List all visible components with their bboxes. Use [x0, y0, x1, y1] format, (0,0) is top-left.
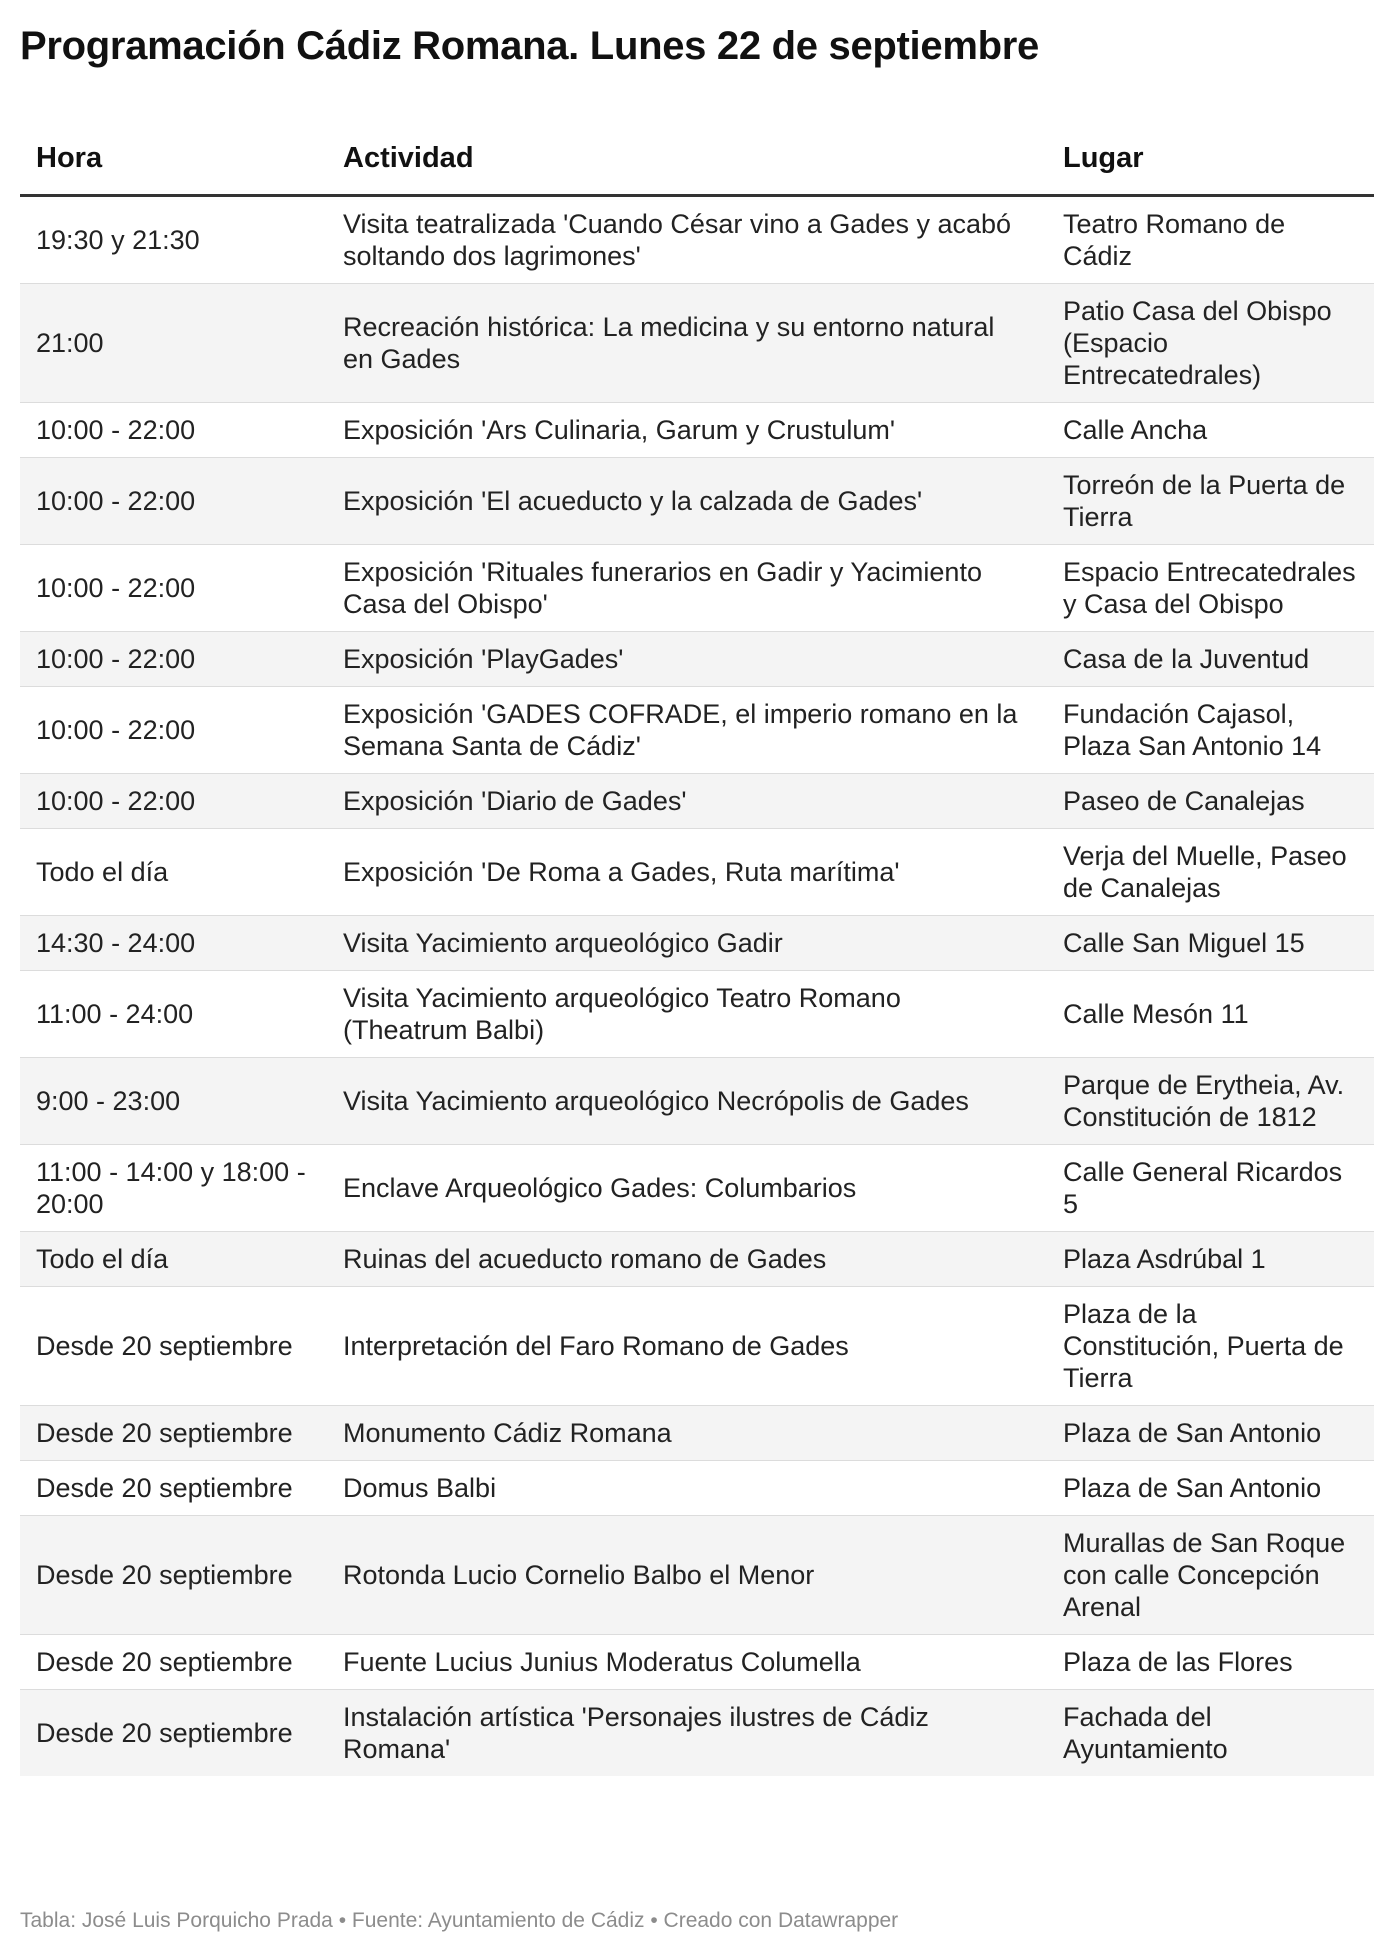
- table-row: [20, 632, 1374, 687]
- cell-lugar: Parque de Erytheia, Av. Constitución de 1812: [1047, 1058, 1374, 1145]
- cell-hora: 10:00 - 22:00: [20, 632, 327, 687]
- cell-lugar: Calle Ancha: [1047, 403, 1374, 458]
- table-row: [20, 196, 1374, 284]
- table-figure: [20, 18, 1374, 1776]
- cell-actividad: Rotonda Lucio Cornelio Balbo el Menor: [327, 1516, 1047, 1635]
- cell-actividad: Visita Yacimiento arqueológico Gadir: [327, 916, 1047, 971]
- table-row: [20, 687, 1374, 774]
- cell-hora: 11:00 - 14:00 y 18:00 - 20:00: [20, 1145, 327, 1232]
- table-row: [20, 1287, 1374, 1406]
- table-row: [20, 403, 1374, 458]
- table-row: [20, 1516, 1374, 1635]
- cell-lugar: Fundación Cajasol, Plaza San Antonio 14: [1047, 687, 1374, 774]
- cell-lugar: Plaza Asdrúbal 1: [1047, 1232, 1374, 1287]
- cell-actividad: Exposición 'GADES COFRADE, el imperio romano en la Semana Santa de Cádiz': [327, 687, 1047, 774]
- cell-actividad: Visita Yacimiento arqueológico Teatro Romano (Theatrum Balbi): [327, 971, 1047, 1058]
- cell-hora: 21:00: [20, 284, 327, 403]
- cell-actividad: Recreación histórica: La medicina y su entorno natural en Gades: [327, 284, 1047, 403]
- cell-actividad: Exposición 'El acueducto y la calzada de Gades': [327, 458, 1047, 545]
- cell-hora: 19:30 y 21:30: [20, 196, 327, 284]
- cell-lugar: Fachada del Ayuntamiento: [1047, 1690, 1374, 1777]
- cell-lugar: Patio Casa del Obispo (Espacio Entrecatedrales): [1047, 284, 1374, 403]
- table-body: [20, 196, 1374, 1777]
- cell-actividad: Ruinas del acueducto romano de Gades: [327, 1232, 1047, 1287]
- cell-lugar: Murallas de San Roque con calle Concepción Arenal: [1047, 1516, 1374, 1635]
- schedule-table: [20, 122, 1374, 1776]
- cell-actividad: Monumento Cádiz Romana: [327, 1406, 1047, 1461]
- cell-lugar: Plaza de la Constitución, Puerta de Tierra: [1047, 1287, 1374, 1406]
- cell-hora: 10:00 - 22:00: [20, 458, 327, 545]
- table-row: [20, 284, 1374, 403]
- table-row: [20, 971, 1374, 1058]
- table-row: [20, 829, 1374, 916]
- cell-actividad: Exposición 'Diario de Gades': [327, 774, 1047, 829]
- cell-actividad: Instalación artística 'Personajes ilustres de Cádiz Romana': [327, 1690, 1047, 1777]
- cell-lugar: Verja del Muelle, Paseo de Canalejas: [1047, 829, 1374, 916]
- cell-actividad: Domus Balbi: [327, 1461, 1047, 1516]
- cell-actividad: Exposición 'Rituales funerarios en Gadir y Yacimiento Casa del Obispo': [327, 545, 1047, 632]
- table-row: [20, 1461, 1374, 1516]
- cell-lugar: Casa de la Juventud: [1047, 632, 1374, 687]
- cell-actividad: Exposición 'Ars Culinaria, Garum y Crustulum': [327, 403, 1047, 458]
- cell-lugar: Calle General Ricardos 5: [1047, 1145, 1374, 1232]
- cell-actividad: Exposición 'De Roma a Gades, Ruta marítima': [327, 829, 1047, 916]
- cell-actividad: Interpretación del Faro Romano de Gades: [327, 1287, 1047, 1406]
- table-row: [20, 458, 1374, 545]
- cell-hora: 14:30 - 24:00: [20, 916, 327, 971]
- table-row: [20, 545, 1374, 632]
- table-row: [20, 774, 1374, 829]
- cell-hora: Desde 20 septiembre: [20, 1635, 327, 1690]
- cell-lugar: Torreón de la Puerta de Tierra: [1047, 458, 1374, 545]
- cell-hora: 11:00 - 24:00: [20, 971, 327, 1058]
- cell-hora: Todo el día: [20, 829, 327, 916]
- table-header-row: [20, 122, 1374, 196]
- table-row: [20, 1058, 1374, 1145]
- page-title: Programación Cádiz Romana. Lunes 22 de septiembre: [20, 24, 1039, 68]
- cell-lugar: Teatro Romano de Cádiz: [1047, 196, 1374, 284]
- cell-actividad: Visita teatralizada 'Cuando César vino a Gades y acabó soltando dos lagrimones': [327, 196, 1047, 284]
- source-footer: Tabla: José Luis Porquicho Prada • Fuente: Ayuntamiento de Cádiz • Creado con Datawrapper: [20, 1909, 899, 1932]
- table-row: [20, 1406, 1374, 1461]
- cell-actividad: Fuente Lucius Junius Moderatus Columella: [327, 1635, 1047, 1690]
- cell-hora: Desde 20 septiembre: [20, 1690, 327, 1777]
- cell-lugar: Calle Mesón 11: [1047, 971, 1374, 1058]
- cell-hora: Desde 20 septiembre: [20, 1287, 327, 1406]
- table-row: [20, 1690, 1374, 1777]
- column-header-lugar: Lugar: [1047, 122, 1374, 196]
- cell-hora: Todo el día: [20, 1232, 327, 1287]
- cell-hora: 10:00 - 22:00: [20, 687, 327, 774]
- column-header-actividad: Actividad: [327, 122, 1047, 196]
- cell-hora: Desde 20 septiembre: [20, 1461, 327, 1516]
- table-row: [20, 916, 1374, 971]
- cell-hora: 10:00 - 22:00: [20, 545, 327, 632]
- cell-lugar: Plaza de San Antonio: [1047, 1461, 1374, 1516]
- cell-lugar: Plaza de las Flores: [1047, 1635, 1374, 1690]
- cell-hora: 9:00 - 23:00: [20, 1058, 327, 1145]
- cell-lugar: Calle San Miguel 15: [1047, 916, 1374, 971]
- cell-hora: 10:00 - 22:00: [20, 403, 327, 458]
- cell-actividad: Visita Yacimiento arqueológico Necrópolis de Gades: [327, 1058, 1047, 1145]
- cell-actividad: Exposición 'PlayGades': [327, 632, 1047, 687]
- cell-lugar: Paseo de Canalejas: [1047, 774, 1374, 829]
- cell-lugar: Plaza de San Antonio: [1047, 1406, 1374, 1461]
- table-row: [20, 1635, 1374, 1690]
- table-row: [20, 1145, 1374, 1232]
- table-row: [20, 1232, 1374, 1287]
- cell-hora: Desde 20 septiembre: [20, 1516, 327, 1635]
- cell-lugar: Espacio Entrecatedrales y Casa del Obispo: [1047, 545, 1374, 632]
- cell-actividad: Enclave Arqueológico Gades: Columbarios: [327, 1145, 1047, 1232]
- cell-hora: Desde 20 septiembre: [20, 1406, 327, 1461]
- cell-hora: 10:00 - 22:00: [20, 774, 327, 829]
- column-header-hora: Hora: [20, 122, 327, 196]
